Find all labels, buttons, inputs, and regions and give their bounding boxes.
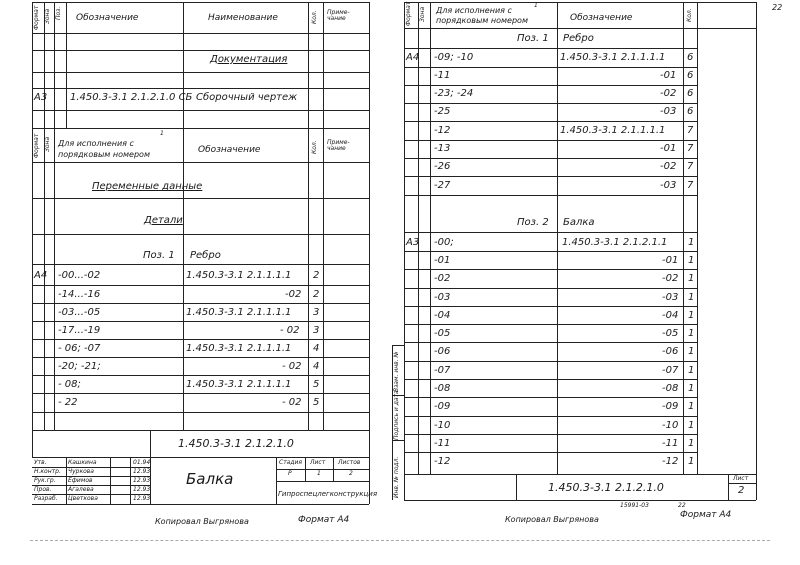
row-designation: -08 [662,383,679,394]
r-stamp-doc-code: 1.450.3-3.1 2.1.2.1.0 [548,481,664,494]
col-designation-header: Обозначение [76,13,139,23]
row-format: А4 [34,270,48,281]
doc-row-designation: 1.450.3-3.1 2.1.2.1.0 СБ [70,92,193,103]
row-designation: 1.450.3-3.1 2.1.1.1.1 [186,379,292,390]
row-qty: 4 [313,343,320,354]
parts-section-title: Детали [144,215,183,226]
col-zone-header: Зона [44,8,51,24]
stamp-person: Ефимов [68,477,93,484]
row-designation: -02 [285,289,302,300]
row-variant: -20; -21; [58,361,101,372]
row-variant: -27 [434,180,451,191]
row-variant: -09 [434,401,451,412]
col2-format-header: Формат [33,133,40,158]
row-qty: 6 [687,52,694,63]
r-col-designation-header: Обозначение [570,13,633,23]
side-label-sign: Подпись и дата [393,390,400,440]
row-qty: 1 [688,456,695,467]
stamp-person: Агалева [68,486,94,493]
left-copied-note: Копировал Выгрянова [155,517,249,526]
side-label-inv: Инв. № подл. [393,456,400,498]
stamp-person: Кашкина [68,459,97,466]
row-variant: - 08; [58,379,81,390]
row-format: А3 [406,237,420,248]
docs-section-title: Документация [210,54,288,65]
left-format-note: Формат А4 [298,515,350,525]
row-qty: 1 [688,328,695,339]
scan-edge-line [30,540,770,541]
r-col-variant-mark: 1 [534,2,538,9]
row-designation: -01 [662,255,679,266]
stamp-role: Утв. [34,459,47,466]
stamp-sheets: 2 [349,470,353,477]
r-pos2-label: Поз. 2 [517,217,549,228]
stamp-org: Гипроспецлегконструкция [278,490,378,498]
row-variant: -13 [434,143,451,154]
row-qty: 3 [313,325,320,336]
row-variant: -26 [434,161,451,172]
stamp-doc-code: 1.450.3-3.1 2.1.2.1.0 [178,437,294,450]
row-variant: - 06; -07 [58,343,101,354]
row-designation: 1.450.3-3.1 2.1.2.1.1 [562,237,668,248]
row-format: А4 [406,52,420,63]
col2-zone-header: Зона [44,136,51,152]
row-qty: 1 [688,383,695,394]
row-qty: 7 [687,161,694,172]
col2-qty-header: Кол. [311,140,318,154]
row-designation: 1.450.3-3.1 2.1.1.1.1 [186,270,292,281]
stamp-sheet: 1 [317,470,321,477]
row-variant: -08 [434,383,451,394]
row-designation: -03 [662,292,679,303]
row-qty: 7 [687,180,694,191]
side-label-replace: Взам. инв. № [393,351,400,392]
row-variant: -14...-16 [58,289,101,300]
row-designation: -06 [662,346,679,357]
pos1-label: Поз. 1 [143,250,175,261]
row-variant: -01 [434,255,451,266]
stamp-date: 12.93 [133,468,151,475]
stamp-date: 01.94 [133,459,151,466]
code-note: 15991-03 [620,502,649,509]
row-designation: -07 [662,365,679,376]
row-variant: -23; -24 [434,88,474,99]
stamp-role: Пров. [34,486,52,493]
stamp-stage-label: Стадия [279,459,303,466]
col-format-header: Формат [33,5,40,30]
row-variant: -05 [434,328,451,339]
r-stamp-sheet: 2 [738,485,745,496]
row-qty: 1 [688,310,695,321]
row-variant: -06 [434,346,451,357]
row-designation: -12 [662,456,679,467]
row-variant: - 22 [58,397,78,408]
row-qty: 6 [687,70,694,81]
stamp-title: Балка [186,470,234,488]
r-pos1-label: Поз. 1 [517,33,549,44]
r-pos1-name: Ребро [563,33,594,44]
row-variant: -11 [434,438,451,449]
row-designation: -02 [662,273,679,284]
r-col-qty-header: Кол. [686,8,693,22]
col-qty-header: Кол. [311,10,318,24]
row-designation: -02 [660,161,677,172]
row-designation: -04 [662,310,679,321]
row-variant: -12 [434,125,451,136]
stamp-role: Разраб. [34,495,58,502]
row-qty: 6 [687,88,694,99]
row-qty: 5 [313,379,320,390]
stamp-person: Чуркова [68,468,94,475]
row-variant: -07 [434,365,451,376]
r-col-format-header: Формат [405,1,412,26]
row-variant: -12 [434,456,451,467]
r-col-variant-header: Для исполнения с порядковым номером [436,6,528,25]
pos1-name: Ребро [190,250,221,261]
row-qty: 1 [688,255,695,266]
row-designation: 1.450.3-3.1 2.1.1.1.1 [560,52,666,63]
row-qty: 6 [687,106,694,117]
stamp-date: 12.93 [133,486,151,493]
variables-section-title: Переменные данные [92,181,203,192]
col2-variant-mark: 1 [160,130,164,137]
row-variant: -17...-19 [58,325,101,336]
stamp-date: 12.93 [133,477,151,484]
row-variant: -04 [434,310,451,321]
row-qty: 1 [688,438,695,449]
row-designation: -10 [662,420,679,431]
row-variant: -00...-02 [58,270,101,281]
stamp-stage: Р [288,470,292,477]
stamp-role: Рук.гр. [34,477,56,484]
r-pos2-name: Балка [563,217,595,228]
row-designation: - 02 [282,361,302,372]
stamp-date: 12.93 [133,495,151,502]
row-qty: 3 [313,307,320,318]
row-designation: -02 [660,88,677,99]
row-qty: 1 [688,237,695,248]
doc-row-name: Сборочный чертеж [196,92,298,103]
row-qty: 1 [688,365,695,376]
row-variant: -03 [434,292,451,303]
col-note-header: Приме- чание [327,9,350,22]
row-variant: -02 [434,273,451,284]
r-stamp-sheet-label: Лист [733,475,749,482]
row-designation: - 02 [282,397,302,408]
stamp-person: Цветкова [68,495,98,502]
row-designation: 1.450.3-3.1 2.1.1.1.1 [186,343,292,354]
row-qty: 1 [688,401,695,412]
row-qty: 1 [688,292,695,303]
row-variant: -11 [434,70,451,81]
row-designation: -01 [660,143,677,154]
col-name-header: Наименование [208,13,278,23]
right-format-note: Формат А4 [680,510,732,520]
row-variant: -25 [434,106,451,117]
row-variant: -10 [434,420,451,431]
row-designation: -01 [660,70,677,81]
row-designation: -09 [662,401,679,412]
right-copied-note: Копировал Выгрянова [505,515,599,524]
row-designation: -05 [662,328,679,339]
row-qty: 1 [688,420,695,431]
row-variant: -00; [434,237,454,248]
row-qty: 7 [687,143,694,154]
row-designation: - 02 [280,325,300,336]
row-designation: 1.450.3-3.1 2.1.1.1.1 [560,125,666,136]
r-col-zone-header: Зона [419,6,426,22]
col2-note-header: Приме- чание [327,139,350,152]
row-qty: 5 [313,397,320,408]
page-number: 22 [772,3,783,12]
stamp-sheets-label: Листов [338,459,361,466]
row-variant: -09; -10 [434,52,474,63]
stamp-sheet-label: Лист [310,459,326,466]
row-designation: -03 [660,180,677,191]
stamp-role: Н.контр. [34,468,61,475]
col2-designation-header: Обозначение [198,145,261,155]
col2-variant-header: Для исполнения с порядковым номером [58,139,150,159]
row-designation: -03 [660,106,677,117]
row-designation: 1.450.3-3.1 2.1.1.1.1 [186,307,292,318]
row-qty: 4 [313,361,320,372]
row-qty: 1 [688,346,695,357]
row-qty: 7 [687,125,694,136]
row-designation: -11 [662,438,679,449]
row-qty: 1 [688,273,695,284]
row-qty: 2 [313,289,320,300]
row-qty: 2 [313,270,320,281]
col-pos-header: Поз. [55,6,62,20]
code-note-page: 22 [678,502,686,509]
row-variant: -03...-05 [58,307,101,318]
doc-row-format: А3 [34,92,48,103]
